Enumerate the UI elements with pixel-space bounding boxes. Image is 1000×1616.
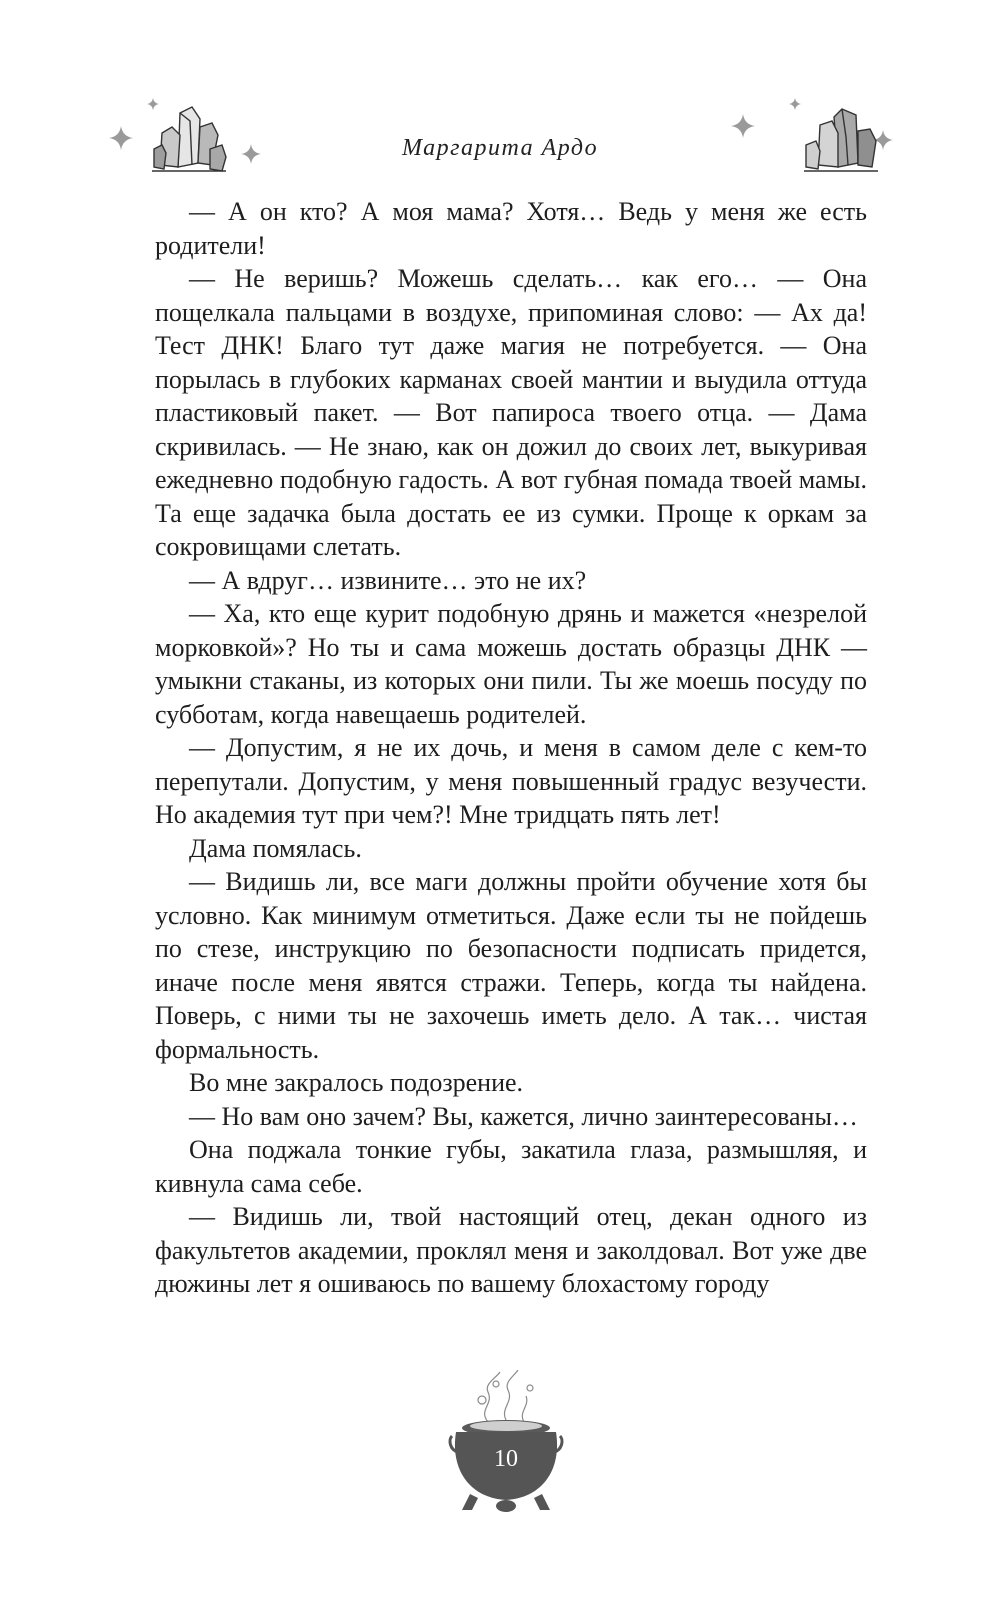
crystal-icon: [802, 107, 880, 175]
author-name: Маргарита Ардо: [401, 135, 599, 161]
paragraph: Дама помялась.: [189, 833, 362, 863]
paragraph: — А вдруг… извините… это не их?: [189, 565, 587, 595]
paragraph: Во мне закралось подозрение.: [189, 1068, 524, 1097]
paragraph: — Не веришь? Можешь сделать… как его… — Она пощелкала пальцами в воздухе, припоминая слово: — Ах да! Тест ДНК! Благо тут даже магия не потребуется. — Она порылась в глубоких карманах своей мантии и выудила оттуда пластиковый пакет. — Вот папироса твоего отца. — Дама скривилась. — Не знаю, как он дожил до своих лет, выкуривая ежедневно подобную гадость. А вот губная помада твоей мамы. Та еще задачка была достать ее из сумки. Проще к оркам за сокровищами слетать.: [155, 264, 867, 561]
paragraph: — Видишь ли, все маги должны пройти обучение хотя бы условно. Как минимум отметиться. Даже если ты не пойдешь по стезе, инструкцию по безопасности подписать придется, иначе после меня явятся стражи. Теперь, когда ты найдена. Поверь, с ними ты не захочешь иметь дело. А так… чистая формальность.: [155, 867, 867, 1064]
paragraph: — Ха, кто еще курит подобную дрянь и мажется «незрелой морковкой»? Но ты и сама можешь достать образцы ДНК — умыкни стаканы, из которых они пили. Ты же моешь посуду по субботам, когда навещаешь родителей.: [155, 599, 867, 729]
body-text: [155, 195, 867, 1301]
page-footer: [448, 1370, 568, 1515]
paragraph: — Но вам оно зачем? Вы, кажется, лично заинтересованы…: [189, 1101, 858, 1131]
page-header: [0, 95, 1000, 175]
paragraph: — Допустим, я не их дочь, и меня в самом деле с кем-то перепутали. Допустим, у меня повышенный градус везучести. Но академия тут при чем?! Мне тридцать пять лет!: [155, 733, 867, 829]
paragraph: Она поджала тонкие губы, закатила глаза, размышляя, и кивнула сама себе.: [155, 1135, 867, 1198]
paragraph: — А он кто? А моя мама? Хотя… Ведь у меня же есть родители!: [155, 197, 867, 260]
paragraph: — Видишь ли, твой настоящий отец, декан одного из факультетов академии, проклял меня и заколдовал. Вот уже две дюжины лет я ошиваюсь по вашему блохастому городу: [155, 1202, 867, 1298]
sparkle-icon: [788, 97, 802, 111]
page-number: 10: [494, 1446, 518, 1472]
sparkle-icon: [730, 113, 756, 139]
cauldron-icon: [448, 1370, 568, 1515]
